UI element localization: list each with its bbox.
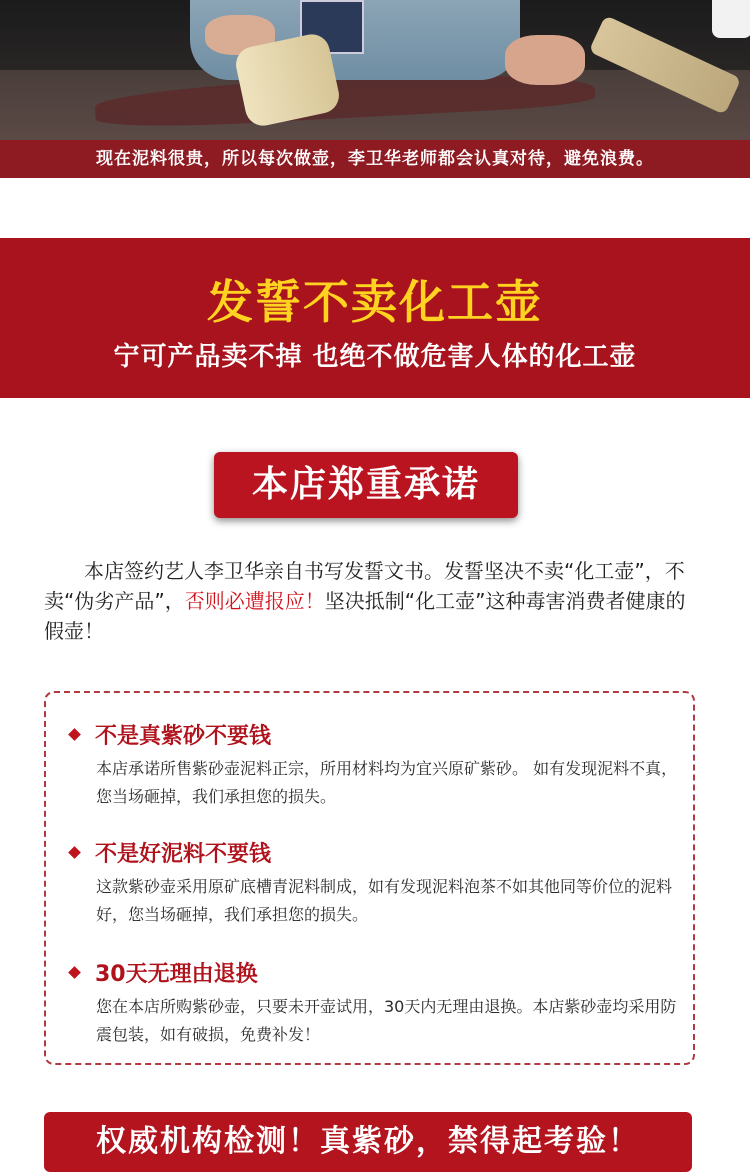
tea-cup [712,0,750,38]
oath-title: 发誓不卖化工壶 [207,275,543,329]
promise-item [68,717,678,811]
promise-item [68,955,678,1049]
right-hand [505,35,585,85]
promise-item-desc: 您在本店所购紫砂壶，只要未开壶试用，30天内无理由退换。本店紫砂壶均采用防震包装，如有破损，免费补发！ [96,997,677,1044]
oath-subtitle: 宁可产品卖不掉 也绝不做危害人体的化工壶 [113,342,637,372]
promise-item [68,835,678,929]
promise-list-box [44,691,695,1065]
diamond-bullet-icon [68,846,81,859]
intro-text-1: 本店签约艺人李卫华亲自书写发誓文书。发誓坚决不卖“化工壶”，不卖“伪劣产品”， [44,559,685,613]
promise-intro [44,556,704,646]
promise-item-title: 不是真紫砂不要钱 [95,723,272,749]
promise-item-title: 30天无理由退换 [95,961,258,987]
diamond-bullet-icon [68,966,81,979]
oath-banner [0,238,750,398]
intro-highlight: 否则必遭报应！ [184,589,325,613]
promise-item-desc: 这款紫砂壶采用原矿底槽青泥料制成，如有发现泥料泡茶不如其他同等价位的泥料好，您当场砸掉，我们承担您的损失。 [96,877,673,924]
intro-text-2: 坚决抵制“化工壶”这种毒害消费者健康的假壶！ [44,589,686,643]
promise-item-desc: 本店承诺所售紫砂壶泥料正宗，所用材料均为宜兴原矿紫砂。 如有发现泥料不真，您当场砸掉，我们承担您的损失。 [96,759,678,806]
authority-test-banner: 权威机构检测！真紫砂，禁得起考验！ [44,1112,692,1172]
promise-label: 本店郑重承诺 [214,452,518,518]
photo-caption: 现在泥料很贵，所以每次做壶，李卫华老师都会认真对待，避免浪费。 [0,140,750,178]
diamond-bullet-icon [68,728,81,741]
promise-item-title: 不是好泥料不要钱 [95,841,272,867]
craftsman-photo [0,0,750,140]
